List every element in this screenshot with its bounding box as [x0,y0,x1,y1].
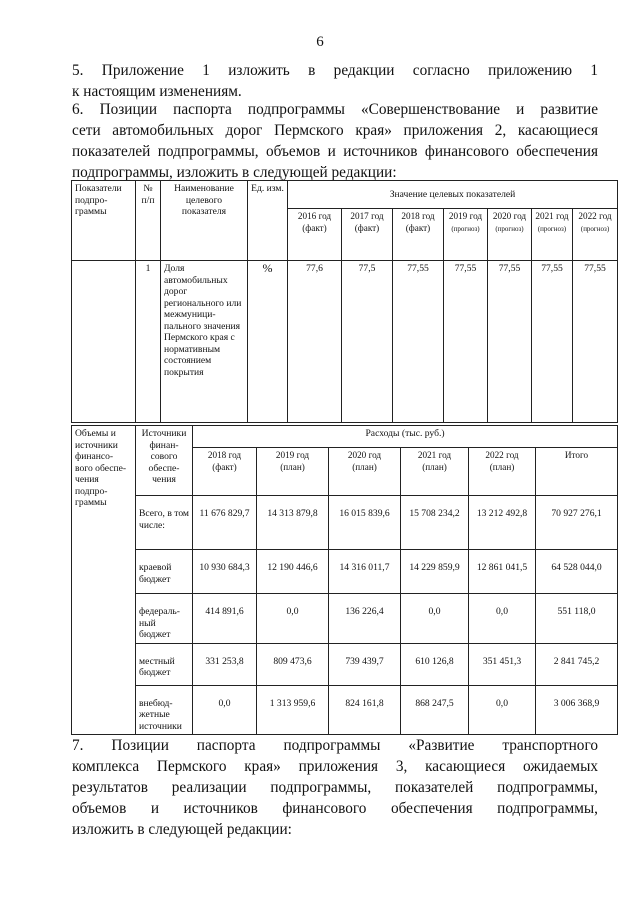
year-note: (план) [489,461,515,472]
paragraph-line: подпрограммы, изложить в следующей редакции: [72,164,397,181]
year-header [257,448,329,496]
table-row [72,261,618,423]
expense-value: 13 212 492,8 [469,496,536,550]
expenses-header: Расходы (тыс. руб.) [193,426,618,448]
name-header: Наименование целевого показателя [161,181,248,261]
year-label: 2021 год [535,211,569,221]
page-number: 6 [316,34,324,50]
expense-value: 0,0 [469,685,536,735]
year-header [573,209,618,261]
row-number: 1 [136,261,161,423]
year-label: 2022 год [578,211,612,221]
expense-value: 739 439,7 [329,643,401,685]
expense-value: 16 015 839,6 [329,496,401,550]
expense-value: 12 190 446,6 [257,550,329,594]
total-header: Итого [536,448,618,496]
indicator-value: 77,55 [393,261,444,423]
year-note: (прогноз) [451,224,480,233]
expense-value: 331 253,8 [193,643,257,685]
expense-value: 11 676 829,7 [193,496,257,550]
paragraph-line: объемов и источников финансового обеспечения подпрограммы, [72,800,598,817]
year-note: (план) [280,461,305,472]
expense-value: 136 226,4 [329,594,401,644]
year-header [329,448,401,496]
expense-value: 414 891,6 [193,594,257,644]
year-header [393,209,444,261]
financing-table [71,425,618,735]
paragraph-line: сети автомобильных дорог Пермского края» приложения 2, касающиеся [72,122,598,139]
year-header [288,209,342,261]
year-label: 2016 год [297,211,332,221]
expense-total: 70 927 276,1 [536,496,618,550]
paragraph-line: показателей подпрограммы, объемов и источников финансового обеспечения [72,143,598,160]
expense-total: 551 118,0 [536,594,618,644]
expense-value: 0,0 [257,594,329,644]
year-label: 2019 год [275,450,310,460]
year-header [342,209,393,261]
values-header: Значение целевых показателей [288,181,618,209]
paragraph-line: к настоящим изменениям. [72,83,242,100]
indicators-cell [72,261,136,423]
source-label: Всего, в том числе: [136,496,193,550]
year-label: 2019 год [448,211,483,221]
expense-value: 14 313 879,8 [257,496,329,550]
unit-header: Ед. изм. [248,181,288,261]
year-label: 2017 год [350,211,384,221]
expense-value: 809 473,6 [257,643,329,685]
year-label: 2020 год [347,450,382,460]
expense-value: 351 451,3 [469,643,536,685]
indicator-value: 77,55 [488,261,532,423]
year-note: (план) [352,461,377,472]
indicators-header: Показатели подпро- граммы [72,181,136,261]
source-label: местный бюджет [136,643,193,685]
expense-value: 0,0 [401,594,469,644]
year-note: (факт) [405,222,431,233]
expense-value: 1 313 959,6 [257,685,329,735]
year-header [469,448,536,496]
indicator-name: Доля автомобильных дорог регионального или межмуници- пального значения Пермского края с нормативным состоянием покрытия [161,261,248,423]
year-note: (факт) [302,222,327,233]
indicator-unit: % [248,261,288,423]
sources-header: Источники финан- сового обеспе- чения [136,426,193,496]
indicator-value: 77,6 [288,261,342,423]
table-row [72,594,618,644]
year-label: 2018 год [401,211,435,221]
year-note: (факт) [212,461,237,472]
year-header [193,448,257,496]
year-header [401,448,469,496]
expense-value: 14 316 011,7 [329,550,401,594]
expense-value: 0,0 [193,685,257,735]
expense-total: 3 006 368,9 [536,685,618,735]
year-label: 2021 год [417,450,452,460]
table-row [72,496,618,550]
number-header: № п/п [136,181,161,261]
expense-value: 0,0 [469,594,536,644]
year-header [444,209,488,261]
paragraph-item-5 [72,60,598,102]
year-label: 2018 год [207,450,242,460]
indicator-value: 77,55 [532,261,573,423]
paragraph-item-6 [72,99,598,183]
year-note: (прогноз) [495,224,524,233]
year-label: 2020 год [492,211,527,221]
expense-total: 2 841 745,2 [536,643,618,685]
year-note: (факт) [354,222,380,233]
expense-total: 64 528 044,0 [536,550,618,594]
paragraph-line: комплекса Пермского края» приложения 3, касающиеся ожидаемых [72,758,598,775]
expense-value: 610 126,8 [401,643,469,685]
table-row [72,685,618,735]
year-label: 2022 год [485,450,519,460]
expense-value: 868 247,5 [401,685,469,735]
paragraph-line: 7. Позиции паспорта подпрограммы «Развитие транспортного [72,737,598,754]
expense-value: 12 861 041,5 [469,550,536,594]
indicator-value: 77,5 [342,261,393,423]
expense-value: 15 708 234,2 [401,496,469,550]
table-row [72,643,618,685]
target-indicators-table [71,180,618,423]
source-label: краевой бюджет [136,550,193,594]
indicator-value: 77,55 [573,261,618,423]
year-note: (план) [422,461,447,472]
year-header [488,209,532,261]
source-label: федераль- ный бюджет [136,594,193,644]
expense-value: 14 229 859,9 [401,550,469,594]
paragraph-line: 6. Позиции паспорта подпрограммы «Совершенствование и развитие [72,101,598,118]
year-note: (прогноз) [537,224,567,233]
volumes-header: Объемы и источники финансо- вого обеспе- чения подпро- граммы [72,426,136,735]
paragraph-line: результатов реализации подпрограммы, показателей подпрограммы, [72,779,598,796]
indicator-value: 77,55 [444,261,488,423]
paragraph-line: изложить в следующей редакции: [72,821,292,838]
table-row [72,550,618,594]
expense-value: 10 930 684,3 [193,550,257,594]
year-header [532,209,573,261]
paragraph-item-7 [72,735,598,840]
source-label: внебюд- жетные источники [136,685,193,735]
year-note: (прогноз) [580,224,610,233]
expense-value: 824 161,8 [329,685,401,735]
paragraph-line: 5. Приложение 1 изложить в редакции согласно приложению 1 [72,62,598,79]
